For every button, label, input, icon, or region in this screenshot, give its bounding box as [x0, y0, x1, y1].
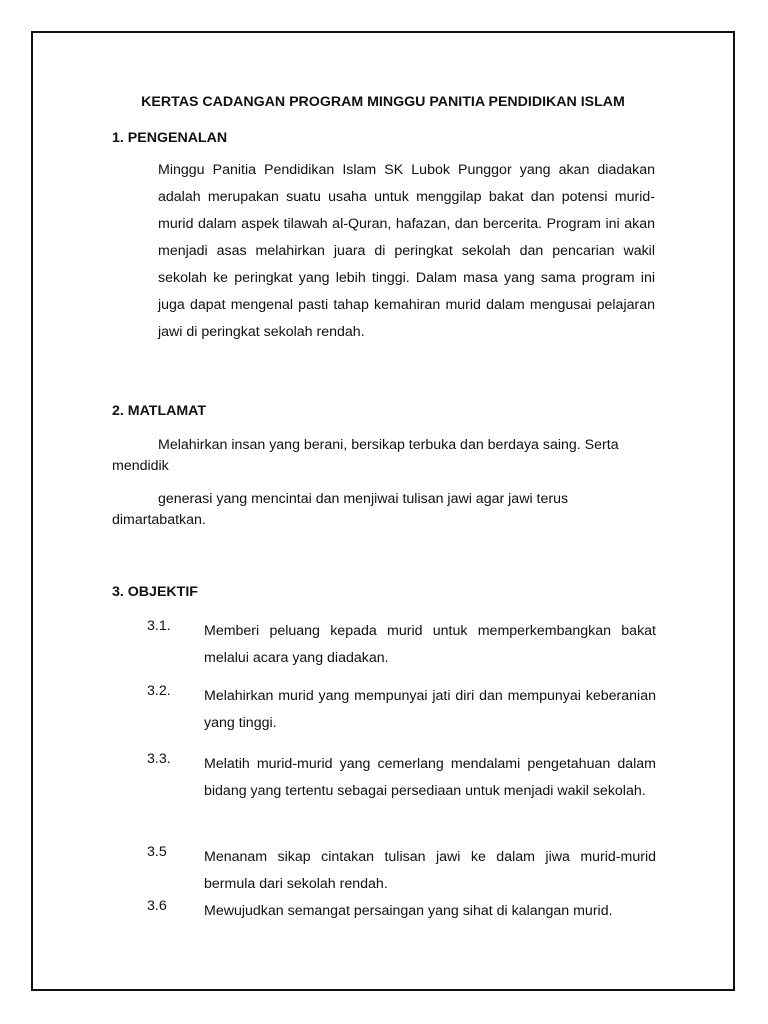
paragraph-pengenalan: Minggu Panitia Pendidikan Islam SK Lubok Punggor yang akan diadakan adalah merupakan suatu usaha untuk menggilap bakat dan potensi murid-murid dalam aspek tilawah al-Quran, hafazan, dan bercerita. Program ini akan menjadi asas melahirkan juara di peringkat sekolah dan pencarian wakil sekolah ke peringkat yang lebih tinggi. Dalam masa yang sama program ini juga dapat mengenal pasti tahap kemahiran murid dalam mengusai pelajaran jawi di peringkat sekolah rendah.	[158, 162, 655, 340]
matlamat-line-2: mendidik	[112, 458, 169, 474]
objective-number: 3.6	[147, 898, 167, 914]
objective-text: Melahirkan murid yang mempunyai jati diri dan mempunyai keberanian yang tinggi.	[204, 688, 656, 731]
matlamat-line-3: generasi yang mencintai dan menjiwai tulisan jawi agar jawi terus	[158, 491, 569, 507]
objective-text: Mewujudkan semangat persaingan yang sihat di kalangan murid.	[204, 903, 613, 919]
objective-text: Menanam sikap cintakan tulisan jawi ke dalam jiwa murid-murid bermula dari sekolah rendah.	[204, 849, 656, 892]
objective-text: Memberi peluang kepada murid untuk memperkembangkan bakat melalui acara yang diadakan.	[204, 623, 656, 666]
heading-matlamat: 2. MATLAMAT	[112, 403, 207, 419]
matlamat-line-4: dimartabatkan.	[112, 512, 206, 528]
objective-number: 3.1.	[147, 618, 171, 634]
objective-number: 3.3.	[147, 751, 171, 767]
document-title: KERTAS CADANGAN PROGRAM MINGGU PANITIA PENDIDIKAN ISLAM	[141, 94, 625, 110]
objective-number: 3.2.	[147, 683, 171, 699]
heading-pengenalan: 1. PENGENALAN	[112, 130, 228, 146]
matlamat-line-1: Melahirkan insan yang berani, bersikap terbuka dan berdaya saing. Serta	[158, 437, 619, 453]
objective-text: Melatih murid-murid yang cemerlang mendalami pengetahuan dalam bidang yang tertentu sebagai persediaan untuk menjadi wakil sekolah.	[204, 756, 656, 799]
heading-objektif: 3. OBJEKTIF	[112, 584, 198, 600]
objective-number: 3.5	[147, 844, 167, 860]
